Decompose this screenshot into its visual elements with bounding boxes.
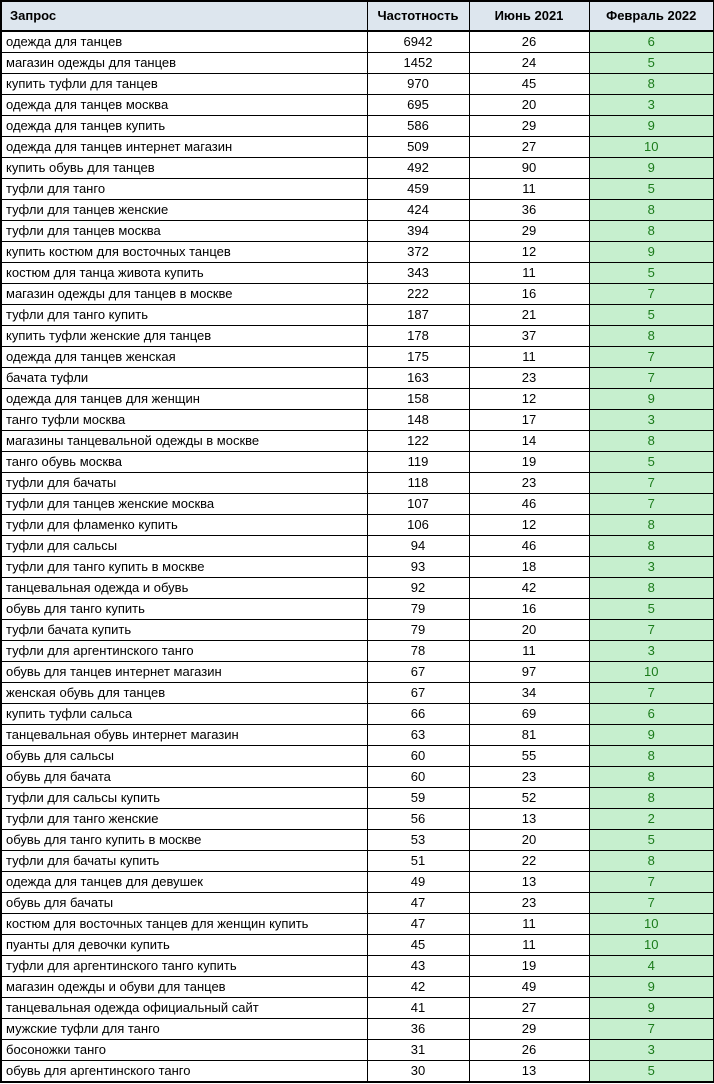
table-row <box>1 536 714 557</box>
cell-february-2022[interactable]: 8 <box>589 536 714 557</box>
cell-query[interactable]: купить туфли для танцев <box>1 74 367 95</box>
table-row <box>1 872 714 893</box>
table-row <box>1 935 714 956</box>
cell-february-2022[interactable]: 3 <box>589 557 714 578</box>
cell-june-2021[interactable]: 11 <box>469 179 589 200</box>
table-row <box>1 137 714 158</box>
cell-june-2021[interactable]: 20 <box>469 95 589 116</box>
cell-query[interactable]: купить туфли сальса <box>1 704 367 725</box>
cell-frequency[interactable]: 424 <box>367 200 469 221</box>
table-row <box>1 851 714 872</box>
cell-frequency[interactable]: 175 <box>367 347 469 368</box>
cell-query[interactable]: женская обувь для танцев <box>1 683 367 704</box>
cell-query[interactable]: обувь для бачаты <box>1 893 367 914</box>
cell-february-2022[interactable]: 8 <box>589 578 714 599</box>
cell-june-2021[interactable]: 90 <box>469 158 589 179</box>
cell-february-2022[interactable]: 7 <box>589 893 714 914</box>
cell-query[interactable]: пуанты для девочки купить <box>1 935 367 956</box>
cell-february-2022[interactable]: 6 <box>589 31 714 53</box>
cell-query[interactable]: танцевальная одежда и обувь <box>1 578 367 599</box>
cell-frequency[interactable]: 56 <box>367 809 469 830</box>
cell-june-2021[interactable]: 11 <box>469 263 589 284</box>
cell-frequency[interactable]: 67 <box>367 683 469 704</box>
cell-june-2021[interactable]: 34 <box>469 683 589 704</box>
cell-frequency[interactable]: 107 <box>367 494 469 515</box>
cell-february-2022[interactable]: 3 <box>589 641 714 662</box>
cell-frequency[interactable]: 60 <box>367 746 469 767</box>
cell-query[interactable]: танцевальная обувь интернет магазин <box>1 725 367 746</box>
cell-june-2021[interactable]: 49 <box>469 977 589 998</box>
cell-june-2021[interactable]: 23 <box>469 368 589 389</box>
cell-february-2022[interactable]: 9 <box>589 158 714 179</box>
cell-february-2022[interactable]: 9 <box>589 977 714 998</box>
table-row <box>1 893 714 914</box>
cell-february-2022[interactable]: 9 <box>589 242 714 263</box>
cell-query[interactable]: туфли бачата купить <box>1 620 367 641</box>
cell-frequency[interactable]: 45 <box>367 935 469 956</box>
cell-june-2021[interactable]: 55 <box>469 746 589 767</box>
cell-query[interactable]: туфли для танцев женские <box>1 200 367 221</box>
cell-query[interactable]: одежда для танцев интернет магазин <box>1 137 367 158</box>
cell-june-2021[interactable]: 46 <box>469 494 589 515</box>
cell-february-2022[interactable]: 7 <box>589 368 714 389</box>
table-row <box>1 410 714 431</box>
cell-february-2022[interactable]: 7 <box>589 1019 714 1040</box>
table-header <box>1 1 714 31</box>
cell-query[interactable]: костюм для восточных танцев для женщин купить <box>1 914 367 935</box>
cell-june-2021[interactable]: 22 <box>469 851 589 872</box>
cell-june-2021[interactable]: 69 <box>469 704 589 725</box>
cell-february-2022[interactable]: 10 <box>589 914 714 935</box>
cell-frequency[interactable]: 79 <box>367 599 469 620</box>
cell-february-2022[interactable]: 9 <box>589 998 714 1019</box>
cell-frequency[interactable]: 492 <box>367 158 469 179</box>
cell-june-2021[interactable]: 52 <box>469 788 589 809</box>
cell-query[interactable]: одежда для танцев <box>1 31 367 53</box>
table-row <box>1 557 714 578</box>
cell-february-2022[interactable]: 8 <box>589 74 714 95</box>
table-row <box>1 515 714 536</box>
cell-frequency[interactable]: 118 <box>367 473 469 494</box>
cell-june-2021[interactable]: 17 <box>469 410 589 431</box>
cell-frequency[interactable]: 59 <box>367 788 469 809</box>
cell-february-2022[interactable]: 9 <box>589 725 714 746</box>
table-row <box>1 116 714 137</box>
cell-june-2021[interactable]: 42 <box>469 578 589 599</box>
cell-june-2021[interactable]: 21 <box>469 305 589 326</box>
cell-query[interactable]: обувь для аргентинского танго <box>1 1061 367 1083</box>
cell-frequency[interactable]: 158 <box>367 389 469 410</box>
cell-query[interactable]: одежда для танцев женская <box>1 347 367 368</box>
table-row <box>1 31 714 53</box>
cell-frequency[interactable]: 60 <box>367 767 469 788</box>
table-row <box>1 1040 714 1061</box>
table-row <box>1 746 714 767</box>
cell-query[interactable]: костюм для танца живота купить <box>1 263 367 284</box>
cell-february-2022[interactable]: 8 <box>589 326 714 347</box>
cell-june-2021[interactable]: 45 <box>469 74 589 95</box>
cell-frequency[interactable]: 394 <box>367 221 469 242</box>
cell-february-2022[interactable]: 5 <box>589 1061 714 1083</box>
table-row <box>1 956 714 977</box>
cell-june-2021[interactable]: 13 <box>469 1061 589 1083</box>
cell-february-2022[interactable]: 3 <box>589 95 714 116</box>
cell-frequency[interactable]: 30 <box>367 1061 469 1083</box>
cell-june-2021[interactable]: 29 <box>469 1019 589 1040</box>
table-row <box>1 305 714 326</box>
table-row <box>1 809 714 830</box>
header-query[interactable]: Запрос <box>1 1 367 31</box>
cell-frequency[interactable]: 372 <box>367 242 469 263</box>
cell-query[interactable]: туфли для танго женские <box>1 809 367 830</box>
table-row <box>1 74 714 95</box>
cell-frequency[interactable]: 187 <box>367 305 469 326</box>
cell-query[interactable]: туфли для танцев москва <box>1 221 367 242</box>
cell-june-2021[interactable]: 97 <box>469 662 589 683</box>
cell-frequency[interactable]: 93 <box>367 557 469 578</box>
cell-frequency[interactable]: 970 <box>367 74 469 95</box>
cell-frequency[interactable]: 47 <box>367 893 469 914</box>
cell-frequency[interactable]: 222 <box>367 284 469 305</box>
cell-query[interactable]: купить туфли женские для танцев <box>1 326 367 347</box>
cell-frequency[interactable]: 79 <box>367 620 469 641</box>
cell-query[interactable]: купить костюм для восточных танцев <box>1 242 367 263</box>
header-row <box>1 1 714 31</box>
table-row <box>1 620 714 641</box>
cell-june-2021[interactable]: 23 <box>469 473 589 494</box>
cell-june-2021[interactable]: 29 <box>469 221 589 242</box>
table-row <box>1 242 714 263</box>
cell-february-2022[interactable]: 10 <box>589 935 714 956</box>
cell-frequency[interactable]: 67 <box>367 662 469 683</box>
header-june-2021[interactable]: Июнь 2021 <box>469 1 589 31</box>
cell-frequency[interactable]: 53 <box>367 830 469 851</box>
table-row <box>1 200 714 221</box>
cell-query[interactable]: магазин одежды для танцев в москве <box>1 284 367 305</box>
table-row <box>1 179 714 200</box>
cell-february-2022[interactable]: 5 <box>589 452 714 473</box>
cell-february-2022[interactable]: 7 <box>589 683 714 704</box>
table-row <box>1 494 714 515</box>
cell-february-2022[interactable]: 5 <box>589 179 714 200</box>
cell-frequency[interactable]: 163 <box>367 368 469 389</box>
cell-frequency[interactable]: 63 <box>367 725 469 746</box>
cell-february-2022[interactable]: 9 <box>589 389 714 410</box>
cell-february-2022[interactable]: 9 <box>589 116 714 137</box>
cell-february-2022[interactable]: 8 <box>589 788 714 809</box>
cell-query[interactable]: туфли для танцев женские москва <box>1 494 367 515</box>
cell-query[interactable]: обувь для бачата <box>1 767 367 788</box>
cell-frequency[interactable]: 1452 <box>367 53 469 74</box>
table-row <box>1 431 714 452</box>
cell-february-2022[interactable]: 8 <box>589 200 714 221</box>
cell-june-2021[interactable]: 24 <box>469 53 589 74</box>
cell-february-2022[interactable]: 3 <box>589 1040 714 1061</box>
cell-query[interactable]: обувь для танго купить <box>1 599 367 620</box>
cell-query[interactable]: магазин одежды для танцев <box>1 53 367 74</box>
table-row <box>1 1061 714 1083</box>
table-row <box>1 578 714 599</box>
table-row <box>1 641 714 662</box>
cell-june-2021[interactable]: 11 <box>469 347 589 368</box>
table-row <box>1 221 714 242</box>
cell-query[interactable]: одежда для танцев купить <box>1 116 367 137</box>
cell-february-2022[interactable]: 8 <box>589 431 714 452</box>
cell-february-2022[interactable]: 7 <box>589 494 714 515</box>
cell-june-2021[interactable]: 12 <box>469 515 589 536</box>
cell-february-2022[interactable]: 7 <box>589 620 714 641</box>
cell-june-2021[interactable]: 26 <box>469 1040 589 1061</box>
cell-june-2021[interactable]: 27 <box>469 998 589 1019</box>
cell-june-2021[interactable]: 37 <box>469 326 589 347</box>
table-row <box>1 95 714 116</box>
cell-query[interactable]: туфли для танго купить <box>1 305 367 326</box>
cell-february-2022[interactable]: 4 <box>589 956 714 977</box>
cell-february-2022[interactable]: 5 <box>589 263 714 284</box>
cell-query[interactable]: бачата туфли <box>1 368 367 389</box>
table-body <box>1 31 714 1082</box>
cell-query[interactable]: одежда для танцев для девушек <box>1 872 367 893</box>
cell-june-2021[interactable]: 20 <box>469 620 589 641</box>
cell-query[interactable]: туфли для аргентинского танго купить <box>1 956 367 977</box>
cell-june-2021[interactable]: 18 <box>469 557 589 578</box>
cell-frequency[interactable]: 119 <box>367 452 469 473</box>
cell-february-2022[interactable]: 10 <box>589 137 714 158</box>
cell-february-2022[interactable]: 7 <box>589 872 714 893</box>
table-row <box>1 683 714 704</box>
cell-query[interactable]: танго обувь москва <box>1 452 367 473</box>
cell-frequency[interactable]: 343 <box>367 263 469 284</box>
table-row <box>1 284 714 305</box>
cell-february-2022[interactable]: 7 <box>589 347 714 368</box>
table-row <box>1 473 714 494</box>
table-row <box>1 977 714 998</box>
cell-frequency[interactable]: 509 <box>367 137 469 158</box>
cell-frequency[interactable]: 31 <box>367 1040 469 1061</box>
cell-frequency[interactable]: 66 <box>367 704 469 725</box>
cell-frequency[interactable]: 36 <box>367 1019 469 1040</box>
cell-frequency[interactable]: 92 <box>367 578 469 599</box>
cell-frequency[interactable]: 122 <box>367 431 469 452</box>
cell-february-2022[interactable]: 2 <box>589 809 714 830</box>
cell-frequency[interactable]: 47 <box>367 914 469 935</box>
cell-query[interactable]: туфли для аргентинского танго <box>1 641 367 662</box>
table-row <box>1 914 714 935</box>
cell-june-2021[interactable]: 16 <box>469 284 589 305</box>
table-row <box>1 1019 714 1040</box>
cell-query[interactable]: туфли для бачаты <box>1 473 367 494</box>
cell-june-2021[interactable]: 19 <box>469 452 589 473</box>
cell-frequency[interactable]: 49 <box>367 872 469 893</box>
table-row <box>1 452 714 473</box>
cell-frequency[interactable]: 459 <box>367 179 469 200</box>
cell-query[interactable]: туфли для танго купить в москве <box>1 557 367 578</box>
cell-june-2021[interactable]: 12 <box>469 242 589 263</box>
cell-june-2021[interactable]: 16 <box>469 599 589 620</box>
table-row <box>1 368 714 389</box>
table-row <box>1 704 714 725</box>
cell-frequency[interactable]: 78 <box>367 641 469 662</box>
cell-february-2022[interactable]: 7 <box>589 284 714 305</box>
cell-june-2021[interactable]: 11 <box>469 935 589 956</box>
cell-june-2021[interactable]: 11 <box>469 641 589 662</box>
cell-february-2022[interactable]: 5 <box>589 305 714 326</box>
cell-frequency[interactable]: 695 <box>367 95 469 116</box>
table-row <box>1 263 714 284</box>
cell-query[interactable]: босоножки танго <box>1 1040 367 1061</box>
cell-february-2022[interactable]: 8 <box>589 515 714 536</box>
table-row <box>1 158 714 179</box>
cell-frequency[interactable]: 586 <box>367 116 469 137</box>
cell-query[interactable]: одежда для танцев москва <box>1 95 367 116</box>
cell-frequency[interactable]: 178 <box>367 326 469 347</box>
table-row <box>1 599 714 620</box>
cell-frequency[interactable]: 51 <box>367 851 469 872</box>
cell-february-2022[interactable]: 5 <box>589 599 714 620</box>
cell-frequency[interactable]: 94 <box>367 536 469 557</box>
cell-frequency[interactable]: 106 <box>367 515 469 536</box>
table-row <box>1 725 714 746</box>
cell-query[interactable]: туфли для танго <box>1 179 367 200</box>
cell-june-2021[interactable]: 46 <box>469 536 589 557</box>
cell-query[interactable]: купить обувь для танцев <box>1 158 367 179</box>
cell-february-2022[interactable]: 8 <box>589 851 714 872</box>
cell-june-2021[interactable]: 81 <box>469 725 589 746</box>
table-row <box>1 53 714 74</box>
cell-frequency[interactable]: 41 <box>367 998 469 1019</box>
header-frequency[interactable]: Частотность <box>367 1 469 31</box>
cell-february-2022[interactable]: 5 <box>589 53 714 74</box>
cell-june-2021[interactable]: 11 <box>469 914 589 935</box>
cell-june-2021[interactable]: 14 <box>469 431 589 452</box>
cell-june-2021[interactable]: 26 <box>469 31 589 53</box>
table-row <box>1 830 714 851</box>
table-row <box>1 662 714 683</box>
cell-june-2021[interactable]: 27 <box>469 137 589 158</box>
cell-query[interactable]: туфли для сальсы купить <box>1 788 367 809</box>
cell-june-2021[interactable]: 19 <box>469 956 589 977</box>
table-row <box>1 326 714 347</box>
cell-query[interactable]: танго туфли москва <box>1 410 367 431</box>
cell-query[interactable]: танцевальная одежда официальный сайт <box>1 998 367 1019</box>
cell-query[interactable]: туфли для фламенко купить <box>1 515 367 536</box>
cell-june-2021[interactable]: 13 <box>469 872 589 893</box>
table-row <box>1 347 714 368</box>
table-row <box>1 788 714 809</box>
cell-june-2021[interactable]: 23 <box>469 767 589 788</box>
cell-query[interactable]: обувь для танцев интернет магазин <box>1 662 367 683</box>
cell-june-2021[interactable]: 29 <box>469 116 589 137</box>
cell-june-2021[interactable]: 13 <box>469 809 589 830</box>
cell-june-2021[interactable]: 36 <box>469 200 589 221</box>
cell-february-2022[interactable]: 6 <box>589 704 714 725</box>
cell-query[interactable]: туфли для бачаты купить <box>1 851 367 872</box>
cell-february-2022[interactable]: 8 <box>589 746 714 767</box>
cell-query[interactable]: мужские туфли для танго <box>1 1019 367 1040</box>
cell-frequency[interactable]: 43 <box>367 956 469 977</box>
header-february-2022[interactable]: Февраль 2022 <box>589 1 714 31</box>
cell-query[interactable]: одежда для танцев для женщин <box>1 389 367 410</box>
cell-frequency[interactable]: 42 <box>367 977 469 998</box>
cell-june-2021[interactable]: 12 <box>469 389 589 410</box>
cell-june-2021[interactable]: 20 <box>469 830 589 851</box>
cell-february-2022[interactable]: 8 <box>589 221 714 242</box>
cell-june-2021[interactable]: 23 <box>469 893 589 914</box>
table-row <box>1 389 714 410</box>
cell-query[interactable]: магазин одежды и обуви для танцев <box>1 977 367 998</box>
cell-frequency[interactable]: 148 <box>367 410 469 431</box>
table-row <box>1 998 714 1019</box>
cell-query[interactable]: магазины танцевальной одежды в москве <box>1 431 367 452</box>
cell-frequency[interactable]: 6942 <box>367 31 469 53</box>
cell-february-2022[interactable]: 7 <box>589 473 714 494</box>
cell-february-2022[interactable]: 3 <box>589 410 714 431</box>
cell-february-2022[interactable]: 5 <box>589 830 714 851</box>
cell-february-2022[interactable]: 8 <box>589 767 714 788</box>
cell-query[interactable]: обувь для танго купить в москве <box>1 830 367 851</box>
cell-query[interactable]: туфли для сальсы <box>1 536 367 557</box>
cell-query[interactable]: обувь для сальсы <box>1 746 367 767</box>
cell-february-2022[interactable]: 10 <box>589 662 714 683</box>
table-row <box>1 767 714 788</box>
